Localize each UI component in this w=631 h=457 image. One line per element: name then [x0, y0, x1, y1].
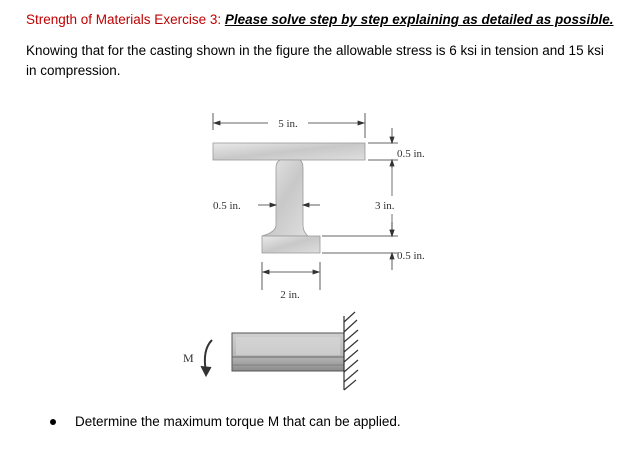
dim-top-thickness-label: 0.5 in. [397, 148, 425, 160]
cantilever-beam [232, 333, 344, 371]
task-item: Determine the maximum torque M that can be applied. [75, 414, 401, 429]
dim-bottom-thickness [390, 222, 394, 270]
dim-bottom-width-label: 2 in. [280, 289, 300, 301]
dim-top-width-label: 5 in. [278, 118, 298, 130]
dim-web-thickness-label: 0.5 in. [213, 200, 241, 212]
bullet-dot [50, 419, 56, 425]
web [262, 160, 308, 236]
bottom-flange [262, 236, 320, 253]
dim-bottom-width [262, 262, 320, 290]
top-flange [213, 143, 365, 160]
exercise-title-instruction: Please solve step by step explaining as detailed as possible. [224, 12, 614, 27]
problem-statement: Knowing that for the casting shown in the figure the allowable stress is 6 ksi in tension and 15 ksi in compression. [26, 43, 604, 78]
exercise-title-lead: Strength of Materials Exercise 3: [26, 12, 222, 27]
fixed-wall [344, 312, 358, 390]
dim-bottom-thickness-label: 0.5 in. [397, 250, 425, 262]
moment-label: M [183, 351, 194, 365]
dim-height-label: 3 in. [375, 200, 395, 212]
moment-arrow [201, 340, 212, 376]
cross-section [213, 143, 365, 253]
